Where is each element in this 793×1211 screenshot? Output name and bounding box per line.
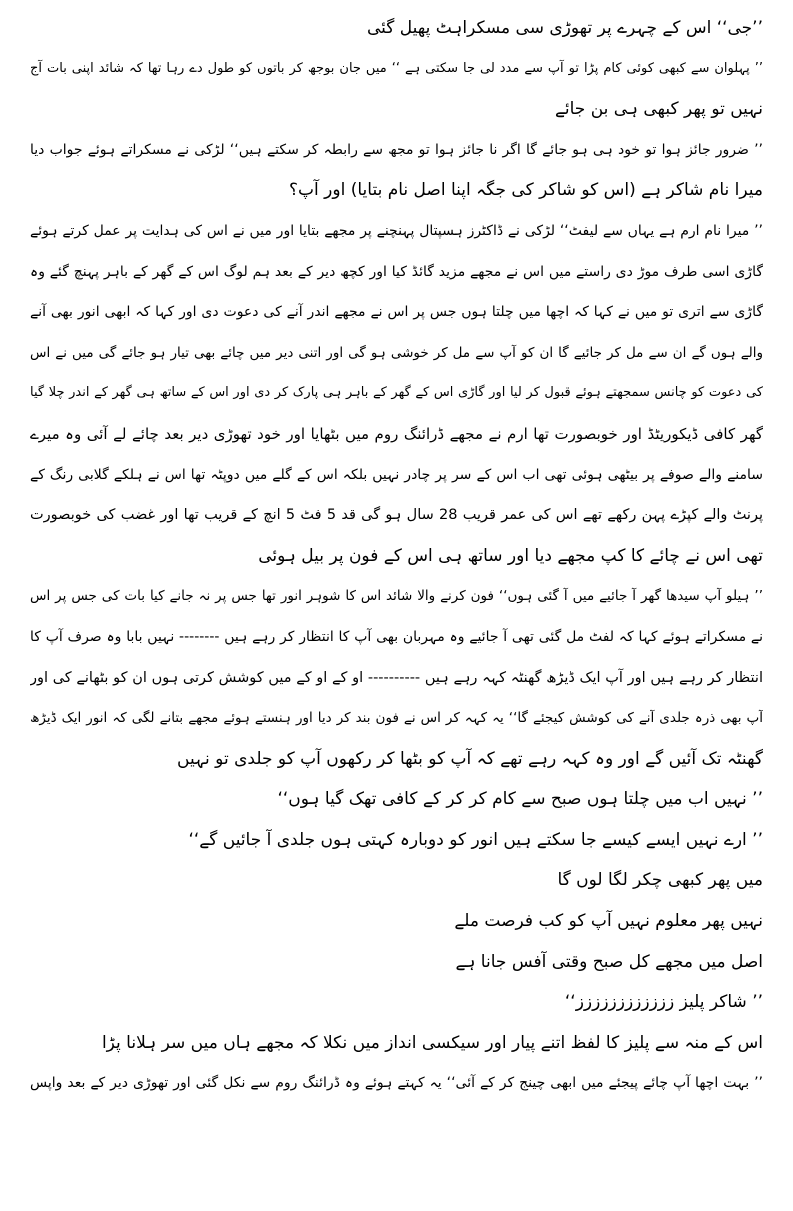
text-line: سامنے والے صوفے پر بیٹھی ہوئی تھی اب اس کے سر پر چادر نہیں بلکہ اس کے گلے میں دوپٹہ تھا اس نے ہلکے گلابی رنگ کے bbox=[30, 466, 763, 483]
text-line: انتظار کر رہے ہیں اور آپ ایک ڈیڑھ گھنٹہ کہہ رہے ہیں ---------- او کے او کے میں کوشش کرتی ہوں ان کو بٹھانے کی اور bbox=[30, 669, 763, 686]
text-line: کی دعوت کو چانس سمجھتے ہوئے قبول کر لیا اور گاڑی اس کے گھر کے باہر ہی پارک کر دی اور اس کے ساتھ ہی گھر کے اندر چلا گیا bbox=[30, 385, 763, 401]
text-line: ’’ ارے نہیں ایسے کیسے جا سکتے ہیں انور کو دوبارہ کہتی ہوں جلدی آ جائیں گے‘‘ bbox=[188, 829, 763, 850]
text-line: گاڑی اسی طرف موڑ دی راستے میں اس نے مجھے مزید گائڈ کیا اور کچھ دیر کے بعد ہم لوگ اس کے گھر کے باہر پہنچ گئے وہ bbox=[30, 263, 763, 280]
document-text bbox=[30, 8, 763, 1104]
text-line: ’’ شاکر پلیز زززززززززززز‘‘ bbox=[564, 992, 763, 1013]
text-line: ’’جی‘‘ اس کے چہرے پر تھوڑی سی مسکراہٹ پھیل گئی bbox=[366, 18, 763, 38]
text-line: والے ہوں گے ان سے مل کر جائیے گا ان کو آپ سے مل کر خوشی ہو گی اور اتنی دیر میں چائے بھی تیار ہو جائے گی میں نے اس bbox=[30, 344, 763, 361]
text-line: گاڑی سے اتری تو میں نے کہا کہ اچھا میں چلتا ہوں جس پر اس نے مجھے اندر آنے کی دعوت دی اور کہا کہ ابھی انور بھی آنے bbox=[30, 304, 763, 321]
text-line: میرا نام شاکر ہے (اس کو شاکر کی جگہ اپنا اصل نام بتایا) اور آپ؟ bbox=[289, 180, 763, 201]
text-line: تھی اس نے چائے کا کپ مجھے دیا اور ساتھ ہی اس کے فون پر بیل ہوئی bbox=[258, 545, 763, 566]
text-line: نہیں تو پھر کبھی ہی بن جائے bbox=[554, 99, 763, 120]
text-line: اس کے منہ سے پلیز کا لفظ اتنے پیار اور سیکسی انداز میں نکلا کہ مجھے ہاں میں سر ہلانا پڑا bbox=[101, 1032, 763, 1053]
text-line: ’’ میرا نام ارم ہے یہاں سے لیفٹ‘‘ لڑکی نے ڈاکٹرز ہسپتال پہنچنے پر مجھے بتایا اور میں نے اس کی ہدایت پر عمل کرتے ہوئے bbox=[30, 222, 763, 239]
text-line: ’’ ضرور جائز ہوا تو خود ہی ہو جائے گا اگر نا جائز ہوا تو مجھ سے رابطہ کر سکتے ہیں‘‘ لڑکی نے مسکراتے ہوئے جواب دیا bbox=[30, 141, 763, 158]
text-line: نے مسکراتے ہوئے کہا کہ لفٹ مل گئی تھی آ جائیے وہ مہربان بھی آپ کا انتظار کر رہے ہیں -------- نہیں بابا وہ صرف آپ کا bbox=[30, 628, 763, 645]
text-line: ’’ نہیں اب میں چلتا ہوں صبح سے کام کر کر کے کافی تھک گیا ہوں‘‘ bbox=[277, 789, 763, 810]
text-line: گھر کافی ڈیکوریٹڈ اور خوبصورت تھا ارم نے مجھے ڈرائنگ روم میں بٹھایا اور خود تھوڑی دیر بعد چائے لے آئی وہ میرے bbox=[30, 424, 763, 443]
text-line: اصل میں مجھے کل صبح وقتی آفس جانا ہے bbox=[455, 951, 763, 972]
text-line: نہیں پھر معلوم نہیں آپ کو کب فرصت ملے bbox=[454, 911, 763, 932]
text-line: آپ بھی ذرہ جلدی آنے کی کوشش کیجئے گا‘‘ یہ کہہ کر اس نے فون بند کر دیا اور ہنستے ہوئے مجھے بتانے لگی کہ انور ایک ڈیڑھ bbox=[30, 710, 763, 727]
text-line: پرنٹ والے کپڑے پہن رکھے تھے اس کی عمر قریب 28 سال ہو گی قد 5 فٹ 5 انچ کے قریب تھا اور غضب کی خوبصورت bbox=[30, 507, 763, 524]
text-line: گھنٹہ تک آئیں گے اور وہ کہہ رہے تھے کہ آپ کو بٹھا کر رکھوں آپ کو جلدی تو نہیں bbox=[177, 748, 763, 769]
text-line: ’’ ہیلو آپ سیدھا گھر آ جائیے میں آ گئی ہوں‘‘ فون کرنے والا شائد اس کا شوہر انور تھا جس پر نہ جانے کیا بات کی جس پر اس bbox=[30, 588, 763, 605]
text-line: ’’ پہلوان سے کبھی کوئی کام پڑا تو آپ سے مدد لی جا سکتی ہے ‘‘ میں جان بوجھ کر باتوں کو طول دے رہا تھا کہ شائد اپنی بات آج bbox=[30, 60, 763, 76]
text-line: میں پھر کبھی چکر لگا لوں گا bbox=[557, 870, 763, 891]
text-line: ’’ بہت اچھا آپ چائے پیجئے میں ابھی چینج کر کے آئی‘‘ یہ کہتے ہوئے وہ ڈرائنگ روم سے نکل گئی اور تھوڑی دیر کے بعد واپس bbox=[30, 1075, 763, 1092]
